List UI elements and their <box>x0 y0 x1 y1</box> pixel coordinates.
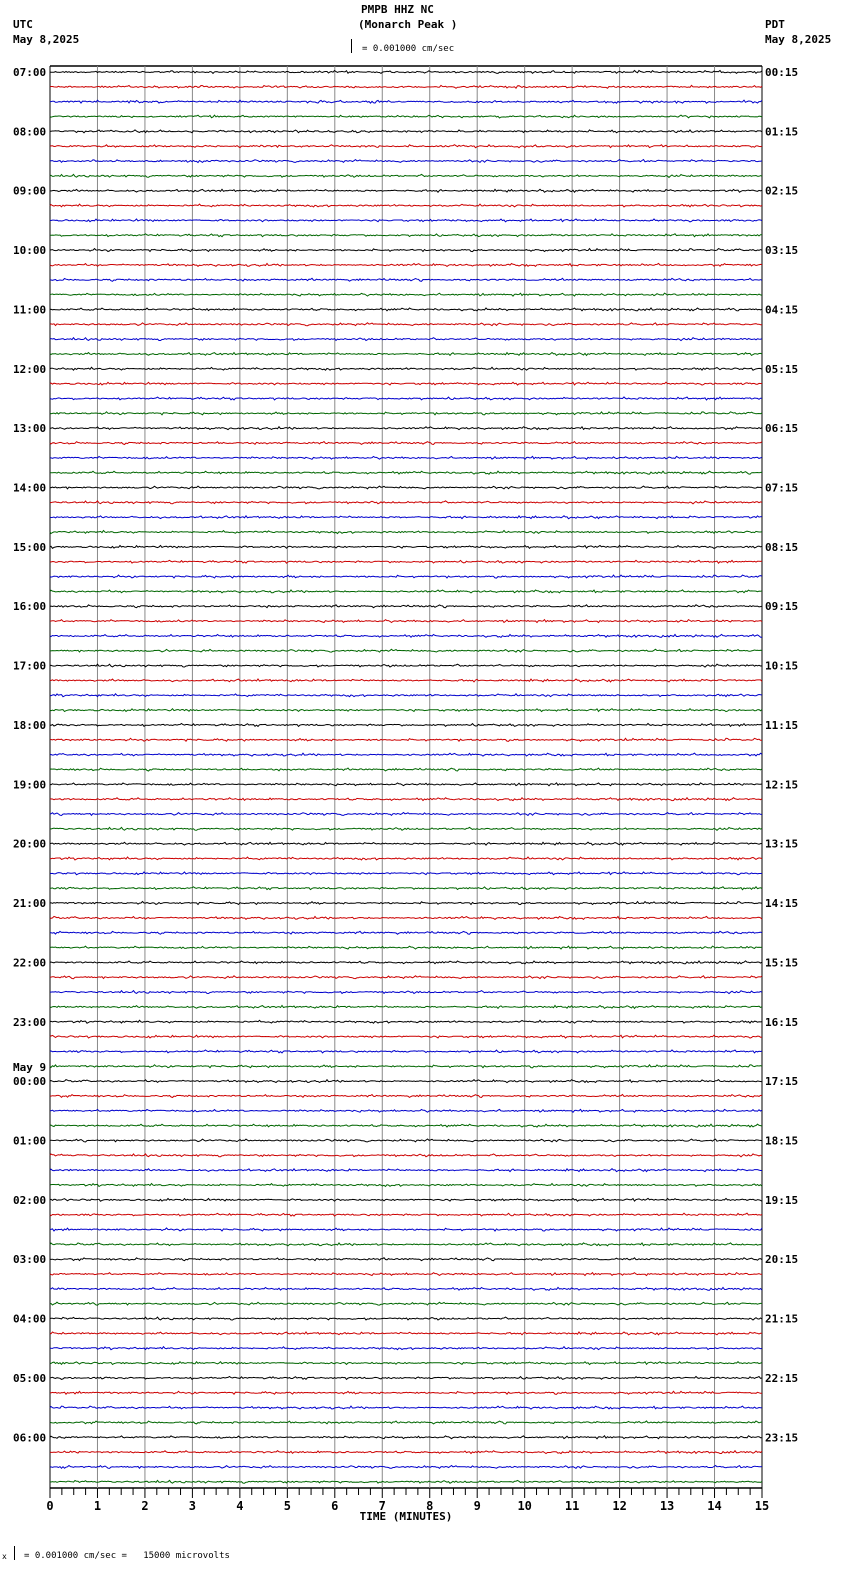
seismic-trace <box>50 1169 762 1172</box>
seismic-trace <box>50 827 762 830</box>
seismic-trace <box>50 1377 762 1380</box>
station-location: (Monarch Peak ) <box>358 18 458 31</box>
utc-hour-label: 15:00 <box>13 540 47 554</box>
left-date: May 8,2025 <box>13 33 80 46</box>
pdt-hour-label: 01:15 <box>765 125 799 139</box>
seismic-trace <box>50 1154 762 1157</box>
seismic-trace <box>50 649 762 652</box>
seismic-trace <box>50 546 762 549</box>
seismic-trace <box>50 249 762 252</box>
seismic-trace <box>50 1347 762 1350</box>
pdt-hour-label: 17:15 <box>765 1075 799 1089</box>
seismic-trace <box>50 1421 762 1424</box>
pdt-hour-label: 04:15 <box>765 303 799 317</box>
right-timezone: PDT <box>765 18 785 31</box>
seismic-trace <box>50 338 762 341</box>
seismic-trace <box>50 961 762 964</box>
seismic-trace <box>50 768 762 771</box>
seismic-trace <box>50 664 762 667</box>
utc-hour-label: 02:00 <box>13 1193 47 1207</box>
seismic-trace <box>50 709 762 712</box>
seismic-trace <box>50 1273 762 1276</box>
seismic-trace <box>50 916 762 919</box>
pdt-hour-label: 12:15 <box>765 778 799 792</box>
pdt-hour-label: 18:15 <box>765 1134 799 1148</box>
seismic-trace <box>50 813 762 816</box>
pdt-hour-label: 02:15 <box>765 184 799 198</box>
scale-label: = 0.001000 cm/sec <box>362 44 455 54</box>
utc-hour-label: 11:00 <box>13 303 47 317</box>
seismic-trace <box>50 575 762 578</box>
seismic-trace <box>50 1095 762 1098</box>
seismic-trace <box>50 1302 762 1305</box>
pdt-hour-label: 07:15 <box>765 481 799 495</box>
seismic-trace <box>50 679 762 682</box>
x-tick-label: 14 <box>707 1499 722 1513</box>
seismic-trace <box>50 71 762 74</box>
seismic-trace <box>50 1391 762 1394</box>
seismic-trace <box>50 204 762 207</box>
utc-hour-label: 07:00 <box>13 66 47 79</box>
pdt-hour-label: 13:15 <box>765 837 799 851</box>
x-axis-label: TIME (MINUTES) <box>359 1510 453 1523</box>
pdt-hour-label: 05:15 <box>765 362 799 376</box>
x-tick-label: 1 <box>93 1499 102 1513</box>
pdt-hour-label: 11:15 <box>765 718 799 732</box>
seismic-trace <box>50 842 762 845</box>
x-tick-label: 3 <box>188 1499 197 1513</box>
seismic-trace <box>50 1139 762 1142</box>
seismic-trace <box>50 471 762 474</box>
seismic-trace <box>50 263 762 266</box>
pdt-hour-label: 15:15 <box>765 956 799 970</box>
pdt-hour-label: 08:15 <box>765 540 799 554</box>
seismic-trace <box>50 738 762 741</box>
seismic-trace <box>50 1466 762 1469</box>
utc-hour-label: 14:00 <box>13 481 47 495</box>
seismic-trace <box>50 1451 762 1454</box>
seismic-trace <box>50 516 762 519</box>
x-tick-label: 6 <box>331 1499 339 1513</box>
x-tick-label: 12 <box>612 1499 627 1513</box>
seismic-trace <box>50 991 762 994</box>
seismic-trace <box>50 872 762 875</box>
utc-hour-label: 05:00 <box>13 1371 47 1385</box>
seismic-trace <box>50 293 762 296</box>
seismic-trace <box>50 442 762 445</box>
seismic-trace <box>50 724 762 727</box>
seismic-trace <box>50 783 762 786</box>
seismic-trace <box>50 278 762 281</box>
utc-hour-label: 08:00 <box>13 125 47 139</box>
seismic-trace <box>50 590 762 593</box>
seismic-trace <box>50 1332 762 1335</box>
seismic-trace <box>50 1020 762 1023</box>
seismic-trace <box>50 931 762 934</box>
pdt-hour-label: 16:15 <box>765 1015 799 1029</box>
seismic-trace <box>50 1006 762 1009</box>
x-tick-label: 2 <box>141 1499 149 1513</box>
pdt-hour-label: 10:15 <box>765 659 799 673</box>
x-tick-label: 13 <box>659 1499 675 1513</box>
utc-hour-label: 20:00 <box>13 837 47 851</box>
seismic-trace <box>50 1109 762 1112</box>
seismic-trace <box>50 1050 762 1053</box>
seismic-trace <box>50 976 762 979</box>
seismic-trace <box>50 1228 762 1231</box>
seismic-trace <box>50 531 762 534</box>
seismic-trace <box>50 189 762 192</box>
station-title: PMPB HHZ NC <box>361 3 434 16</box>
seismic-trace <box>50 1480 762 1483</box>
seismic-trace <box>50 1287 762 1290</box>
seismic-trace <box>50 367 762 370</box>
utc-hour-label: 13:00 <box>13 422 47 436</box>
utc-hour-label: 03:00 <box>13 1253 47 1267</box>
seismic-trace <box>50 234 762 237</box>
utc-hour-label: 10:00 <box>13 244 47 258</box>
seismic-trace <box>50 1243 762 1246</box>
seismic-trace <box>50 902 762 905</box>
utc-hour-label: 09:00 <box>13 184 47 198</box>
seismic-trace <box>50 1213 762 1216</box>
utc-hour-label: 23:00 <box>13 1015 47 1029</box>
right-date: May 8,2025 <box>765 33 832 46</box>
x-tick-label: 4 <box>236 1499 244 1513</box>
seismic-trace <box>50 634 762 637</box>
seismic-trace <box>50 1184 762 1187</box>
seismic-trace <box>50 397 762 400</box>
utc-hour-label: 06:00 <box>13 1431 47 1445</box>
seismic-trace <box>50 219 762 222</box>
pdt-hour-label: 19:15 <box>765 1193 799 1207</box>
pdt-hour-label: 00:15 <box>765 66 799 79</box>
seismic-trace <box>50 1198 762 1201</box>
pdt-hour-label: 09:15 <box>765 600 799 614</box>
seismic-trace <box>50 753 762 756</box>
seismic-trace <box>50 1406 762 1409</box>
x-tick-label: 7 <box>378 1499 386 1513</box>
x-tick-label: 10 <box>517 1499 532 1513</box>
seismic-trace <box>50 887 762 890</box>
footer-scale-bar-icon <box>14 1546 15 1560</box>
seismic-trace <box>50 174 762 177</box>
utc-hour-label: 00:00 <box>13 1075 47 1089</box>
x-tick-label: 8 <box>426 1499 434 1513</box>
seismic-trace <box>50 857 762 860</box>
seismic-trace <box>50 1035 762 1038</box>
pdt-hour-label: 21:15 <box>765 1312 799 1326</box>
seismic-trace <box>50 1258 762 1261</box>
left-timezone: UTC <box>13 18 33 31</box>
pdt-hour-label: 03:15 <box>765 244 799 258</box>
seismic-trace <box>50 1124 762 1127</box>
seismic-trace <box>50 427 762 430</box>
seismic-trace <box>50 620 762 623</box>
utc-hour-label: 21:00 <box>13 897 47 911</box>
footer-mark: x <box>2 1552 7 1561</box>
seismic-trace <box>50 946 762 949</box>
seismic-trace <box>50 1317 762 1320</box>
utc-hour-label: 01:00 <box>13 1134 47 1148</box>
seismic-trace <box>50 1080 762 1083</box>
seismic-trace <box>50 560 762 563</box>
pdt-hour-label: 20:15 <box>765 1253 799 1267</box>
seismic-trace <box>50 486 762 489</box>
utc-hour-label: 17:00 <box>13 659 47 673</box>
utc-hour-label: 22:00 <box>13 956 47 970</box>
seismic-trace <box>50 382 762 385</box>
seismic-trace <box>50 1362 762 1365</box>
seismic-trace <box>50 130 762 133</box>
day-change-label: May 9 <box>13 1061 47 1075</box>
seismic-trace <box>50 605 762 608</box>
seismic-trace <box>50 145 762 148</box>
seismic-trace <box>50 456 762 459</box>
seismic-trace <box>50 85 762 88</box>
pdt-hour-label: 06:15 <box>765 422 799 436</box>
seismic-trace <box>50 501 762 504</box>
pdt-hour-label: 14:15 <box>765 897 799 911</box>
x-tick-label: 15 <box>754 1499 770 1513</box>
seismic-trace <box>50 115 762 118</box>
seismic-trace <box>50 308 762 311</box>
x-tick-label: 9 <box>473 1499 481 1513</box>
x-tick-label: 5 <box>283 1499 291 1513</box>
footer-scale-label: = 0.001000 cm/sec = 15000 microvolts <box>24 1551 230 1561</box>
pdt-hour-label: 22:15 <box>765 1371 799 1385</box>
utc-hour-label: 04:00 <box>13 1312 47 1326</box>
seismic-trace <box>50 798 762 801</box>
pdt-hour-label: 23:15 <box>765 1431 799 1445</box>
utc-hour-label: 19:00 <box>13 778 47 792</box>
utc-hour-label: 16:00 <box>13 600 47 614</box>
seismic-trace <box>50 1065 762 1068</box>
seismic-trace <box>50 412 762 415</box>
seismic-trace <box>50 1436 762 1439</box>
seismic-trace <box>50 100 762 103</box>
utc-hour-label: 12:00 <box>13 362 47 376</box>
x-tick-label: 0 <box>46 1499 54 1513</box>
seismic-trace <box>50 323 762 326</box>
seismic-trace <box>50 694 762 697</box>
seismic-trace <box>50 353 762 356</box>
x-tick-label: 11 <box>564 1499 580 1513</box>
utc-hour-label: 18:00 <box>13 718 47 732</box>
seismic-trace <box>50 160 762 163</box>
